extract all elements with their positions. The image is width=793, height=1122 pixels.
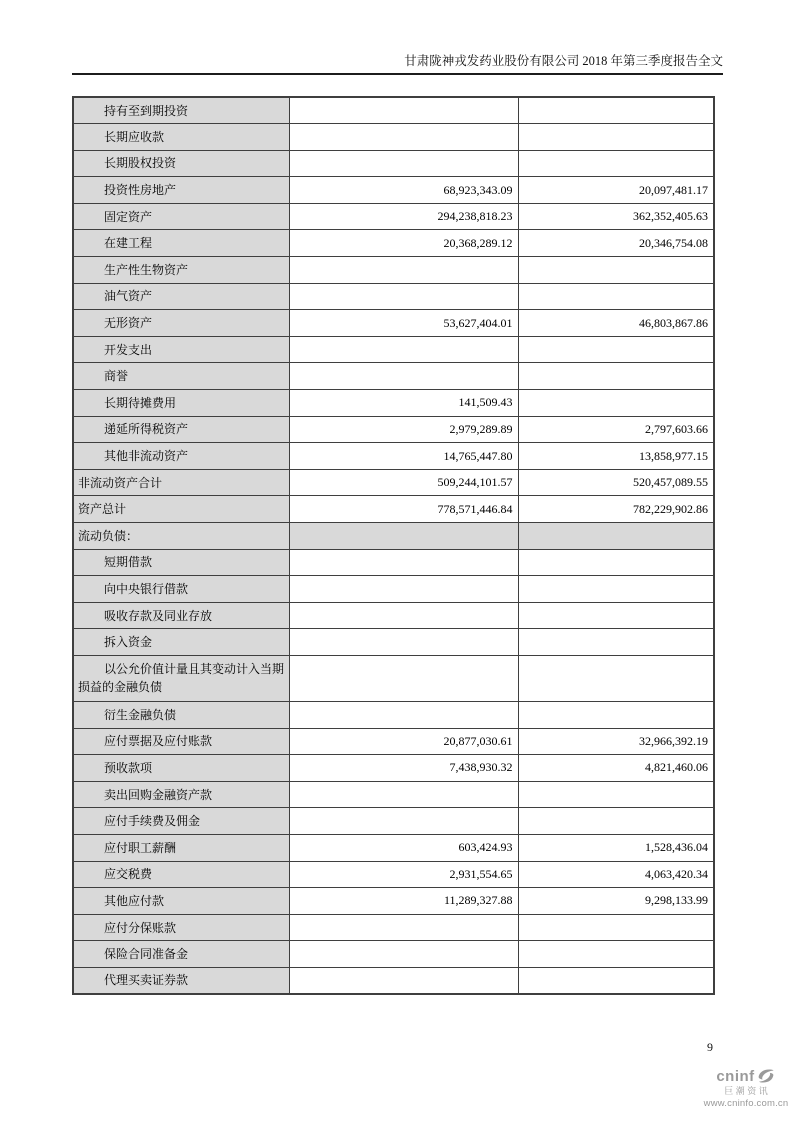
row-label: 无形资产 [73,310,289,337]
table-row [73,755,714,782]
row-value-current [289,576,518,603]
row-value-prior: 362,352,405.63 [518,203,714,230]
row-label: 应付分保账款 [73,914,289,941]
row-label: 其他非流动资产 [73,443,289,470]
table-row [73,390,714,417]
row-value-current [289,523,518,550]
table-row [73,655,714,701]
table-row [73,549,714,576]
row-label: 持有至到期投资 [73,97,289,124]
row-label: 生产性生物资产 [73,257,289,284]
table-row [73,523,714,550]
row-value-prior [518,363,714,390]
row-value-current [289,549,518,576]
row-value-prior [518,781,714,808]
row-label: 应付职工薪酬 [73,834,289,861]
row-label: 卖出回购金融资产款 [73,781,289,808]
row-value-current: 603,424.93 [289,834,518,861]
table-row [73,728,714,755]
table-row [73,781,714,808]
row-label: 长期股权投资 [73,150,289,177]
table-row [73,443,714,470]
row-value-current: 20,368,289.12 [289,230,518,257]
row-value-prior [518,523,714,550]
table-row [73,861,714,888]
table-row [73,257,714,284]
row-value-prior: 13,858,977.15 [518,443,714,470]
row-value-current [289,336,518,363]
table-row [73,97,714,124]
row-label: 以公允价值计量且其变动计入当期损益的金融负债 [73,655,289,701]
row-value-current: 14,765,447.80 [289,443,518,470]
cninfo-url: www.cninfo.com.cn [703,1098,789,1109]
cninfo-brand-row [716,1066,775,1086]
row-label: 拆入资金 [73,629,289,656]
row-value-prior [518,390,714,417]
row-value-current [289,257,518,284]
row-value-current: 11,289,327.88 [289,888,518,915]
row-value-current [289,967,518,994]
row-label: 应交税费 [73,861,289,888]
row-value-current [289,808,518,835]
balance-sheet-table [72,96,715,995]
balance-sheet-body [73,97,714,994]
row-label: 油气资产 [73,283,289,310]
table-row [73,701,714,728]
row-value-current: 20,877,030.61 [289,728,518,755]
row-value-prior [518,967,714,994]
cninfo-swirl-icon [756,1066,776,1086]
table-row [73,602,714,629]
table-row [73,834,714,861]
table-row [73,363,714,390]
table-row [73,177,714,204]
row-label: 预收款项 [73,755,289,782]
row-value-current: 2,979,289.89 [289,416,518,443]
row-label: 吸收存款及同业存放 [73,602,289,629]
row-value-prior [518,336,714,363]
table-row [73,124,714,151]
table-row [73,203,714,230]
table-row [73,336,714,363]
row-label: 投资性房地产 [73,177,289,204]
row-value-current [289,97,518,124]
row-value-prior [518,941,714,968]
table-row [73,808,714,835]
row-label: 长期待摊费用 [73,390,289,417]
row-value-prior [518,150,714,177]
row-label: 固定资产 [73,203,289,230]
row-value-current: 7,438,930.32 [289,755,518,782]
row-label: 应付票据及应付账款 [73,728,289,755]
row-value-prior: 520,457,089.55 [518,469,714,496]
row-value-current: 778,571,446.84 [289,496,518,523]
row-value-prior [518,629,714,656]
page-number: 9 [707,1040,713,1054]
row-label: 应付手续费及佣金 [73,808,289,835]
table-row [73,576,714,603]
row-label: 递延所得税资产 [73,416,289,443]
row-value-current: 53,627,404.01 [289,310,518,337]
row-value-current: 68,923,343.09 [289,177,518,204]
row-value-prior [518,576,714,603]
row-value-prior [518,808,714,835]
row-label: 长期应收款 [73,124,289,151]
row-value-prior [518,701,714,728]
table-row [73,967,714,994]
table-row [73,469,714,496]
row-value-current [289,701,518,728]
header-title: 甘肃陇神戎发药业股份有限公司 2018 年第三季度报告全文 [404,54,723,68]
cninfo-chinese-name: 巨潮资讯 [724,1086,771,1096]
row-value-current: 509,244,101.57 [289,469,518,496]
row-value-current [289,941,518,968]
row-value-current: 141,509.43 [289,390,518,417]
row-value-prior: 20,346,754.08 [518,230,714,257]
row-value-prior: 1,528,436.04 [518,834,714,861]
table-row [73,941,714,968]
table-row [73,283,714,310]
row-value-current [289,283,518,310]
row-value-prior [518,97,714,124]
row-value-current [289,655,518,701]
row-label: 其他应付款 [73,888,289,915]
row-label: 在建工程 [73,230,289,257]
row-label: 短期借款 [73,549,289,576]
row-value-prior: 2,797,603.66 [518,416,714,443]
table-row [73,496,714,523]
row-value-prior [518,914,714,941]
row-value-prior [518,655,714,701]
row-value-current: 2,931,554.65 [289,861,518,888]
row-label: 向中央银行借款 [73,576,289,603]
row-value-prior: 9,298,133.99 [518,888,714,915]
row-value-current [289,150,518,177]
table-row [73,150,714,177]
row-label: 流动负债： [73,523,289,550]
row-value-prior [518,283,714,310]
cninfo-brand-text: cninf [716,1067,755,1085]
row-label: 代理买卖证券款 [73,967,289,994]
row-label: 商誉 [73,363,289,390]
row-label: 非流动资产合计 [73,469,289,496]
row-value-prior: 46,803,867.86 [518,310,714,337]
row-value-current [289,363,518,390]
row-value-current [289,914,518,941]
row-value-current: 294,238,818.23 [289,203,518,230]
row-value-prior: 4,063,420.34 [518,861,714,888]
row-value-prior [518,257,714,284]
row-value-prior: 4,821,460.06 [518,755,714,782]
table-row [73,416,714,443]
table-row [73,310,714,337]
table-row [73,230,714,257]
row-label: 资产总计 [73,496,289,523]
row-value-prior [518,124,714,151]
row-value-prior: 20,097,481.17 [518,177,714,204]
table-row [73,888,714,915]
row-label: 保险合同准备金 [73,941,289,968]
table-row [73,629,714,656]
row-value-prior: 782,229,902.86 [518,496,714,523]
header-rule [72,73,723,75]
row-value-current [289,602,518,629]
row-value-prior [518,549,714,576]
cninfo-logo [703,1066,789,1109]
row-label: 衍生金融负债 [73,701,289,728]
row-value-prior: 32,966,392.19 [518,728,714,755]
row-value-prior [518,602,714,629]
row-value-current [289,629,518,656]
row-value-current [289,124,518,151]
table-row [73,914,714,941]
row-label: 开发支出 [73,336,289,363]
row-value-current [289,781,518,808]
